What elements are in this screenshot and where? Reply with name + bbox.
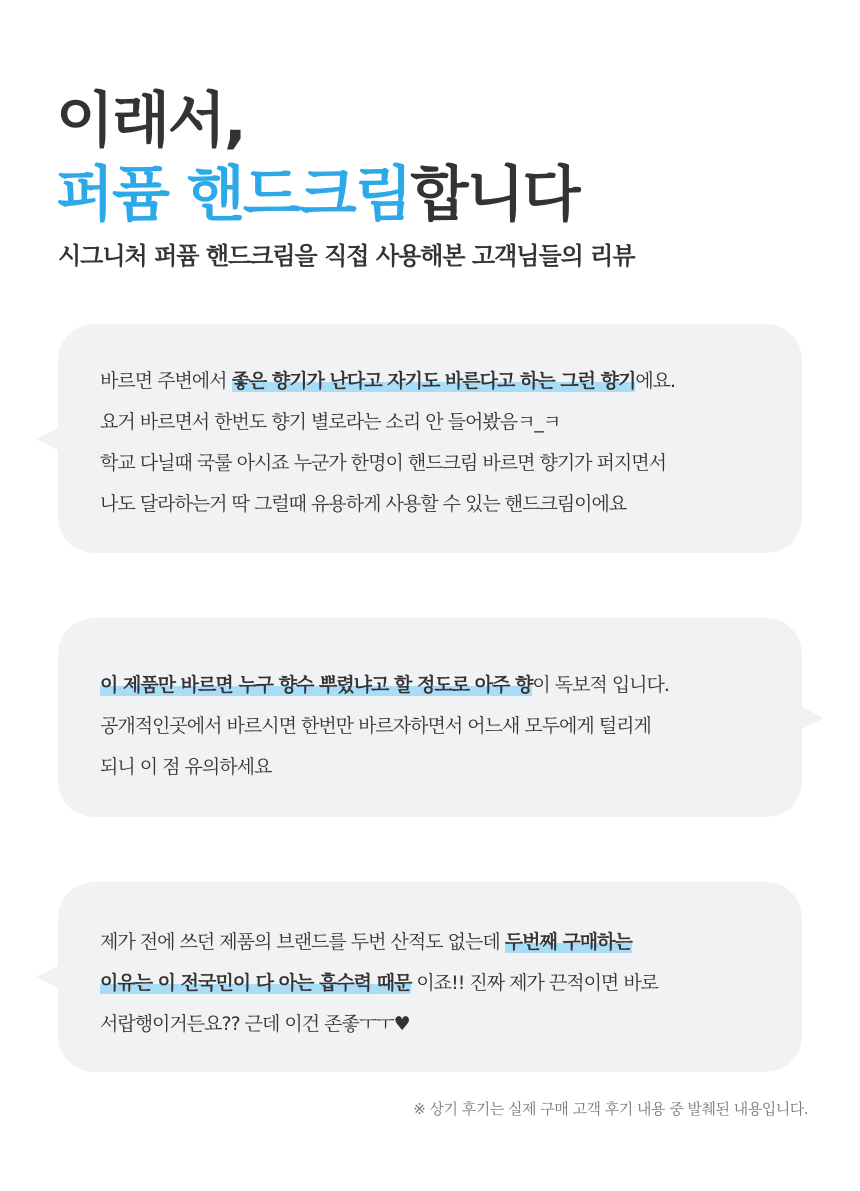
headline-line-2 [56, 158, 579, 232]
review-line: 되니 이 점 유의하세요 [100, 756, 272, 778]
review-line: 학교 다닐때 국룰 아시죠 누군가 한명이 핸드크림 바르면 향기가 퍼지면서 [100, 452, 666, 474]
review-highlight: 이 제품만 바르면 누구 향수 뿌렸냐고 할 정도로 아주 향 [100, 674, 533, 696]
headline-rest: 합니다 [410, 160, 579, 230]
headline-accent: 퍼퓸 핸드크림 [56, 160, 411, 230]
review-line: 이유는 이 전국민이 다 아는 흡수력 때문 이죠!! 진짜 제가 끈적이면 바로 [100, 972, 659, 994]
headline [56, 84, 579, 232]
footnote: ※ 상기 후기는 실제 구매 고객 후기 내용 중 발췌된 내용입니다. [413, 1100, 808, 1118]
review-line: 나도 달라하는거 딱 그럴때 유용하게 사용할 수 있는 핸드크림이에요 [100, 493, 627, 515]
review-bubble-1 [58, 324, 802, 553]
review-highlight: 이유는 이 전국민이 다 아는 흡수력 때문 [100, 972, 412, 994]
subtitle: 시그니처 퍼퓸 핸드크림을 직접 사용해본 고객님들의 리뷰 [58, 242, 635, 270]
review-bubble-3 [58, 882, 802, 1072]
headline-line-1: 이래서, [56, 86, 245, 156]
review-line: 요거 바르면서 한번도 향기 별로라는 소리 안 들어봤음ㅋ_ㅋ [100, 411, 561, 433]
review-highlight: 두번째 구매하는 [504, 931, 632, 953]
review-bubble-2 [58, 618, 802, 817]
review-line: 바르면 주변에서 좋은 향기가 난다고 자기도 바른다고 하는 그런 향기에요. [100, 370, 676, 392]
review-line: 제가 전에 쓰던 제품의 브랜드를 두번 산적도 없는데 두번째 구매하는 [100, 931, 632, 953]
review-highlight: 좋은 향기가 난다고 자기도 바른다고 하는 그런 향기 [231, 370, 636, 392]
review-line: 공개적인곳에서 바르시면 한번만 바르자하면서 어느새 모두에게 털리게 [100, 715, 651, 737]
review-line: 서랍행이거든요?? 근데 이건 존좋ㅜㅜ♥ [100, 1013, 410, 1035]
review-line: 이 제품만 바르면 누구 향수 뿌렸냐고 할 정도로 아주 향이 독보적 입니다. [100, 674, 669, 696]
